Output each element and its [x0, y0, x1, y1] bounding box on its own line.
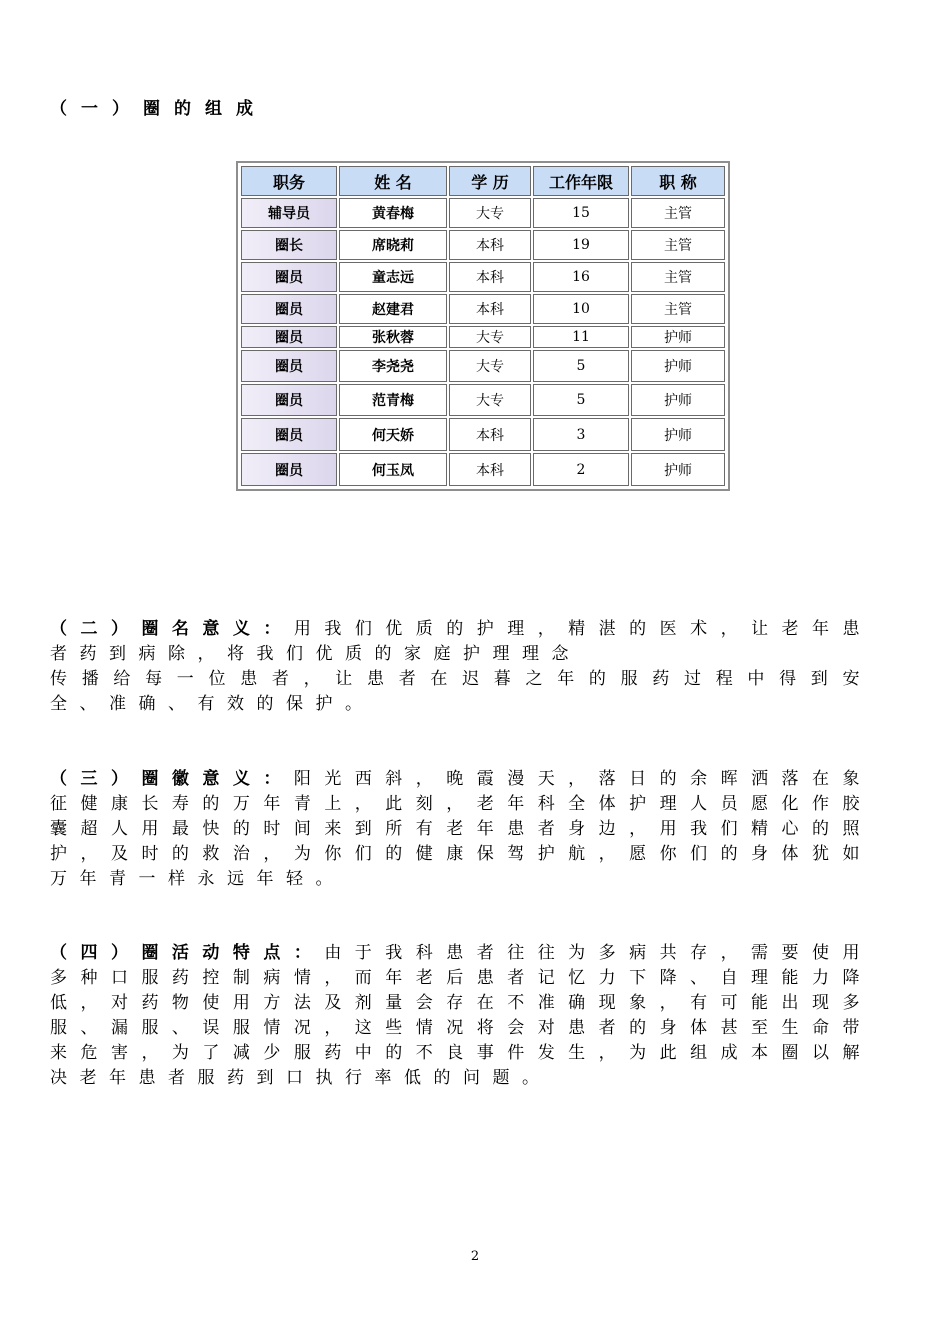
cell-years: 11 — [533, 326, 629, 348]
cell-name: 李尧尧 — [339, 350, 447, 382]
table-row — [241, 326, 725, 348]
cell-education: 大专 — [449, 326, 531, 348]
cell-position: 圈员 — [241, 262, 337, 292]
section-text: 由于我科患者往往为多病共存，需要使用多种口服药控制病情，而年老后患者记忆力下降、自理能力降低，对药物使用方法及剂量会存在不准确现象，有可能出现多服、漏服、误服情况，这些情况将会对患者的身体甚至生命带来危害，为了减少服药中的不良事件发生，为此组成本圈以解决老年患者服药到口执行率低的问题。 — [50, 943, 873, 1088]
cell-name: 何天娇 — [339, 418, 447, 451]
cell-years: 5 — [533, 384, 629, 416]
cell-position: 圈长 — [241, 230, 337, 260]
cell-title: 护师 — [631, 350, 725, 382]
section-title: （二）圈名意义： — [50, 619, 294, 639]
cell-position: 圈员 — [241, 350, 337, 382]
section-title: （四）圈活动特点： — [50, 943, 325, 963]
cell-title: 主管 — [631, 198, 725, 228]
cell-position: 圈员 — [241, 326, 337, 348]
page-number: 2 — [470, 1249, 480, 1264]
cell-education: 大专 — [449, 198, 531, 228]
section-activity-characteristics — [50, 941, 872, 1091]
table-row — [241, 262, 725, 292]
header-title: 职 称 — [631, 166, 725, 196]
section-heading-composition: （一）圈的组成 — [50, 99, 267, 119]
cell-title: 主管 — [631, 262, 725, 292]
cell-title: 主管 — [631, 230, 725, 260]
cell-name: 席晓莉 — [339, 230, 447, 260]
cell-title: 护师 — [631, 418, 725, 451]
section-title: （三）圈徽意义： — [50, 769, 294, 789]
cell-education: 本科 — [449, 294, 531, 324]
section-text: 用我们优质的护理，精湛的医术，让老年患者药到病除，将我们优质的家庭护理理念 — [50, 619, 873, 664]
cell-position: 圈员 — [241, 453, 337, 486]
cell-years: 19 — [533, 230, 629, 260]
circle-members-table — [239, 164, 727, 488]
cell-position: 圈员 — [241, 418, 337, 451]
cell-title: 护师 — [631, 384, 725, 416]
section-circle-name-meaning — [50, 617, 872, 717]
section-text: 阳光西斜，晚霞漫天，落日的余晖洒落在象征健康长寿的万年青上，此刻，老年科全体护理人员愿化作胶囊超人用最快的时间来到所有老年患者身边，用我们精心的照护，及时的救治，为你们的健康保驾护航，愿你们的身体犹如万年青一样永远年轻。 — [50, 769, 873, 889]
cell-years: 10 — [533, 294, 629, 324]
cell-name: 黄春梅 — [339, 198, 447, 228]
header-name: 姓 名 — [339, 166, 447, 196]
section-circle-emblem-meaning — [50, 767, 872, 892]
cell-position: 圈员 — [241, 384, 337, 416]
cell-name: 何玉凤 — [339, 453, 447, 486]
cell-years: 15 — [533, 198, 629, 228]
table-row — [241, 384, 725, 416]
cell-name: 范青梅 — [339, 384, 447, 416]
cell-position: 辅导员 — [241, 198, 337, 228]
cell-education: 本科 — [449, 230, 531, 260]
cell-education: 本科 — [449, 262, 531, 292]
table-header-row — [241, 166, 725, 196]
table-row — [241, 418, 725, 451]
cell-education: 大专 — [449, 384, 531, 416]
cell-education: 本科 — [449, 453, 531, 486]
cell-years: 5 — [533, 350, 629, 382]
cell-education: 大专 — [449, 350, 531, 382]
table-row — [241, 198, 725, 228]
cell-title: 护师 — [631, 326, 725, 348]
cell-title: 护师 — [631, 453, 725, 486]
cell-years: 3 — [533, 418, 629, 451]
circle-members-table-frame — [236, 161, 730, 491]
cell-title: 主管 — [631, 294, 725, 324]
header-position: 职务 — [241, 166, 337, 196]
cell-name: 童志远 — [339, 262, 447, 292]
cell-years: 2 — [533, 453, 629, 486]
cell-position: 圈员 — [241, 294, 337, 324]
table-row — [241, 350, 725, 382]
section-text: 传播给每一位患者，让患者在迟暮之年的服药过程中得到安全、准确、有效的保护。 — [50, 669, 872, 714]
table-row — [241, 230, 725, 260]
cell-years: 16 — [533, 262, 629, 292]
header-years: 工作年限 — [533, 166, 629, 196]
cell-name: 赵建君 — [339, 294, 447, 324]
table-row — [241, 294, 725, 324]
cell-name: 张秋蓉 — [339, 326, 447, 348]
table-row — [241, 453, 725, 486]
header-education: 学 历 — [449, 166, 531, 196]
cell-education: 本科 — [449, 418, 531, 451]
